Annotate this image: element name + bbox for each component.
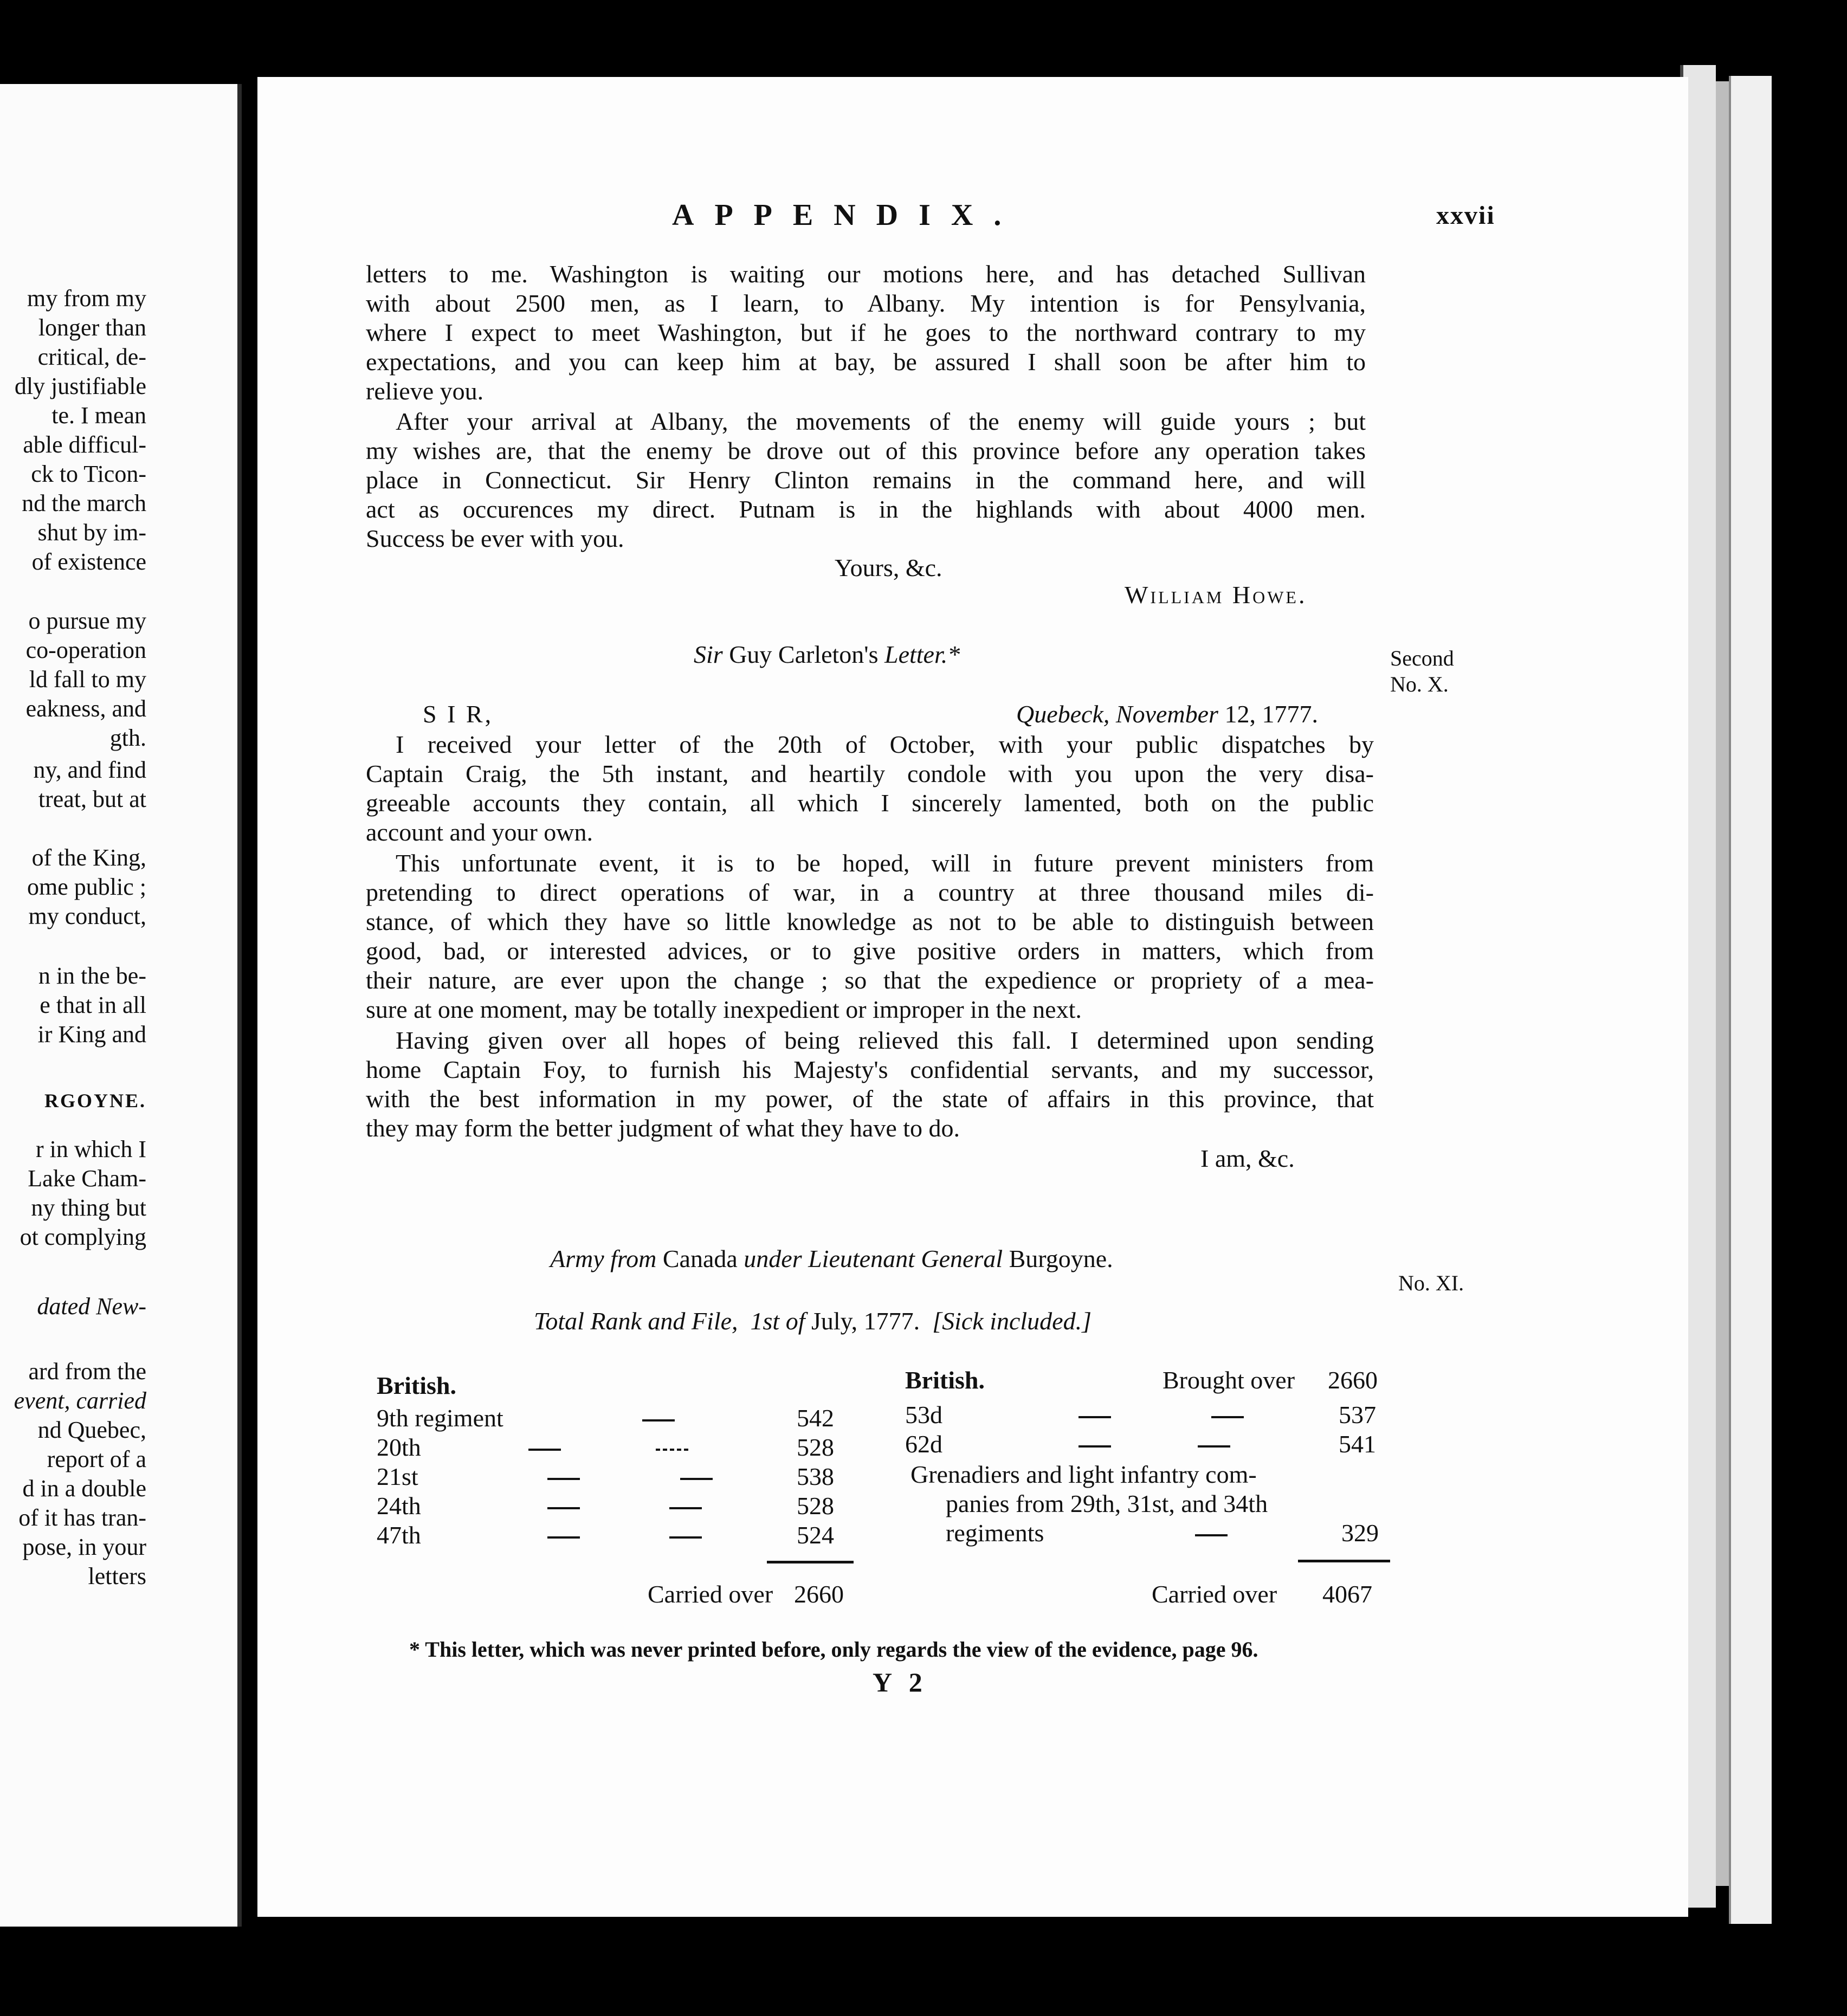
left-line: shut by im- <box>37 519 146 546</box>
table-row-value: 528 <box>797 1492 834 1520</box>
table-row-value: 537 <box>1339 1401 1376 1429</box>
margin-note: Second <box>1390 646 1454 670</box>
signature-mark: Y 2 <box>873 1667 928 1697</box>
body-line: good, bad, or interested advices, or to give positive orders in matters, which from <box>366 937 1374 965</box>
signature: William Howe. <box>1125 581 1307 609</box>
margin-note: No. XI. <box>1398 1271 1464 1295</box>
dash <box>656 1433 688 1462</box>
date-month: November <box>1115 700 1218 728</box>
date-day-year: 12, 1777. <box>1224 700 1318 728</box>
title-italic: Letter.* <box>884 641 960 668</box>
body-line: expectations, and you can keep him at bay, be assured I shall soon be after him to <box>366 348 1366 376</box>
subtitle-roman: July, 1777. <box>811 1307 920 1335</box>
salutation: S I R, <box>423 700 494 728</box>
brought-value: 2660 <box>1328 1366 1378 1394</box>
place: Quebeck, <box>1016 700 1110 728</box>
left-line: able difficul- <box>23 431 146 458</box>
table-title <box>550 1244 1113 1274</box>
left-line: my from my <box>27 285 146 312</box>
closing: Yours, &c. <box>835 554 942 581</box>
left-line: pose, in your <box>22 1534 146 1560</box>
body-line: with the best information in my power, of the state of affairs in this province, that <box>366 1085 1374 1113</box>
title-roman: Guy Carleton's <box>729 641 879 668</box>
dash <box>547 1462 580 1491</box>
body-line: I received your letter of the 20th of October, with your public dispatches by <box>396 731 1374 758</box>
dash <box>669 1491 702 1521</box>
title-roman: Canada <box>662 1245 738 1272</box>
left-line: te. I mean <box>51 402 146 429</box>
body-line: they may form the better judgment of what they have to do. <box>366 1114 960 1142</box>
table-row-label: 20th <box>377 1433 421 1461</box>
body-line: act as occurences my direct. Putnam is in the highlands with about 4000 men. <box>366 495 1366 523</box>
left-line: of existence <box>31 548 146 575</box>
sum-rule <box>1298 1560 1390 1562</box>
title-italic: Sir <box>694 641 723 668</box>
table-row-value: 528 <box>797 1433 834 1461</box>
left-line: gth. <box>109 725 146 751</box>
left-line: nd Quebec, <box>37 1417 146 1443</box>
body-line: sure at one moment, may be totally inexpedient or improper in the next. <box>366 996 1082 1023</box>
closing: I am, &c. <box>1200 1145 1295 1172</box>
left-line: letters <box>88 1563 146 1589</box>
body-line: their nature, are ever upon the change ; so that the expedience or propriety of a mea- <box>366 966 1374 994</box>
table-subtitle <box>534 1306 1092 1336</box>
left-line: Lake Cham- <box>28 1165 146 1192</box>
left-line: ard from the <box>28 1358 146 1385</box>
left-line: of it has tran- <box>18 1504 146 1531</box>
dash <box>1079 1400 1111 1430</box>
left-page-fragment <box>0 84 242 1927</box>
left-line: e that in all <box>40 992 146 1018</box>
left-line: event, carried <box>14 1387 146 1414</box>
dash <box>669 1521 702 1550</box>
body-line: Captain Craig, the 5th instant, and heartily condole with you upon the very disa- <box>366 760 1374 787</box>
left-line: my conduct, <box>28 903 146 929</box>
sum-rule <box>767 1561 854 1563</box>
left-line: r in which I <box>35 1136 146 1162</box>
carried-label: Carried over <box>648 1580 773 1608</box>
dash <box>642 1404 675 1433</box>
dash <box>1079 1430 1111 1459</box>
table-row-value: 524 <box>797 1521 834 1549</box>
carried-value: 2660 <box>794 1580 844 1608</box>
left-line: d in a double <box>22 1475 146 1502</box>
running-head: APPENDIX. <box>672 198 1022 232</box>
left-line: ome public ; <box>27 874 146 900</box>
table-row-label: 21st <box>377 1463 418 1490</box>
left-line: ir King and <box>37 1021 146 1048</box>
dateline <box>1016 699 1318 729</box>
dash <box>547 1491 580 1521</box>
left-line: o pursue my <box>28 608 146 634</box>
table-row-label: panies from 29th, 31st, and 34th <box>946 1490 1268 1517</box>
left-line: of the King, <box>31 844 146 871</box>
subtitle-italic: 1st of <box>750 1307 805 1335</box>
title-italic: under Lieutenant General <box>744 1245 1003 1272</box>
left-line: dly justifiable <box>14 373 146 399</box>
left-line: nd the march <box>22 490 146 516</box>
table-row-value: 538 <box>797 1463 834 1490</box>
table-row-value: 541 <box>1339 1430 1376 1458</box>
dash <box>680 1462 713 1491</box>
table-row-value: 542 <box>797 1404 834 1432</box>
body-line: After your arrival at Albany, the movements of the enemy will guide yours ; but <box>396 408 1366 435</box>
dash <box>1195 1519 1228 1548</box>
dash <box>1198 1430 1230 1459</box>
brought-label: Brought over <box>1163 1366 1295 1394</box>
table-row-label: 62d <box>905 1430 942 1458</box>
left-line: co-operation <box>25 637 146 663</box>
margin-note: No. X. <box>1390 672 1449 696</box>
left-line: treat, but at <box>38 786 146 812</box>
title-roman: Burgoyne. <box>1009 1245 1113 1272</box>
left-line: dated New- <box>37 1293 146 1320</box>
table-row-label: 24th <box>377 1492 421 1520</box>
dash <box>1211 1400 1244 1430</box>
left-line: report of a <box>47 1446 146 1472</box>
letter-title <box>694 639 960 670</box>
footnote: * This letter, which was never printed before, only regards the view of the evidence, page 96. <box>409 1637 1258 1662</box>
column-heading: British. <box>377 1372 456 1399</box>
body-line: place in Connecticut. Sir Henry Clinton remains in the command here, and will <box>366 466 1366 494</box>
table-row-label: regiments <box>946 1519 1044 1547</box>
left-line: ot complying <box>20 1224 146 1250</box>
carried-value: 4067 <box>1322 1580 1372 1608</box>
body-line: Success be ever with you. <box>366 525 624 552</box>
left-line: ny, and find <box>33 757 146 783</box>
body-line: letters to me. Washington is waiting our motions here, and has detached Sullivan <box>366 260 1366 288</box>
body-line: relieve you. <box>366 377 484 405</box>
page-edge <box>1729 76 1772 1924</box>
table-row-value: 329 <box>1341 1519 1379 1547</box>
subtitle-italic: Total Rank and File, <box>534 1307 738 1335</box>
left-line: n in the be- <box>38 962 146 989</box>
body-line: stance, of which they have so little knowledge as not to be able to distinguish between <box>366 908 1374 935</box>
dash <box>547 1521 580 1550</box>
table-row-label: 9th regiment <box>377 1404 503 1432</box>
title-italic: Army from <box>550 1245 657 1272</box>
dash <box>528 1433 561 1462</box>
body-line: greeable accounts they contain, all which I sincerely lamented, both on the public <box>366 789 1374 817</box>
body-line: This unfortunate event, it is to be hoped, will in future prevent ministers from <box>396 849 1374 877</box>
body-line: pretending to direct operations of war, in a country at three thousand miles di- <box>366 878 1374 906</box>
left-line: longer than <box>38 314 146 341</box>
body-line: home Captain Foy, to furnish his Majesty's confidential servants, and my successor, <box>366 1056 1374 1083</box>
carried-label: Carried over <box>1152 1580 1277 1608</box>
left-line-signature: RGOYNE. <box>44 1090 146 1112</box>
page-number: xxvii <box>1436 201 1495 230</box>
body-line: Having given over all hopes of being relieved this fall. I determined upon sending <box>396 1026 1374 1054</box>
column-heading: British. <box>905 1366 985 1394</box>
body-line: with about 2500 men, as I learn, to Albany. My intention is for Pensylvania, <box>366 289 1366 317</box>
table-row-label: Grenadiers and light infantry com- <box>910 1461 1257 1488</box>
body-line: my wishes are, that the enemy be drove out of this province before any operation takes <box>366 437 1366 464</box>
table-row-label: 47th <box>377 1521 421 1549</box>
left-line: eakness, and <box>25 695 146 722</box>
left-line: critical, de- <box>37 344 146 370</box>
left-line: ny thing but <box>31 1194 146 1221</box>
left-line: ld fall to my <box>29 666 146 693</box>
subtitle-bracket: [Sick included.] <box>932 1307 1092 1335</box>
body-line: account and your own. <box>366 818 593 846</box>
body-line: where I expect to meet Washington, but if he goes to the northward contrary to my <box>366 319 1366 346</box>
left-line: ck to Ticon- <box>31 461 146 487</box>
table-row-label: 53d <box>905 1401 942 1429</box>
